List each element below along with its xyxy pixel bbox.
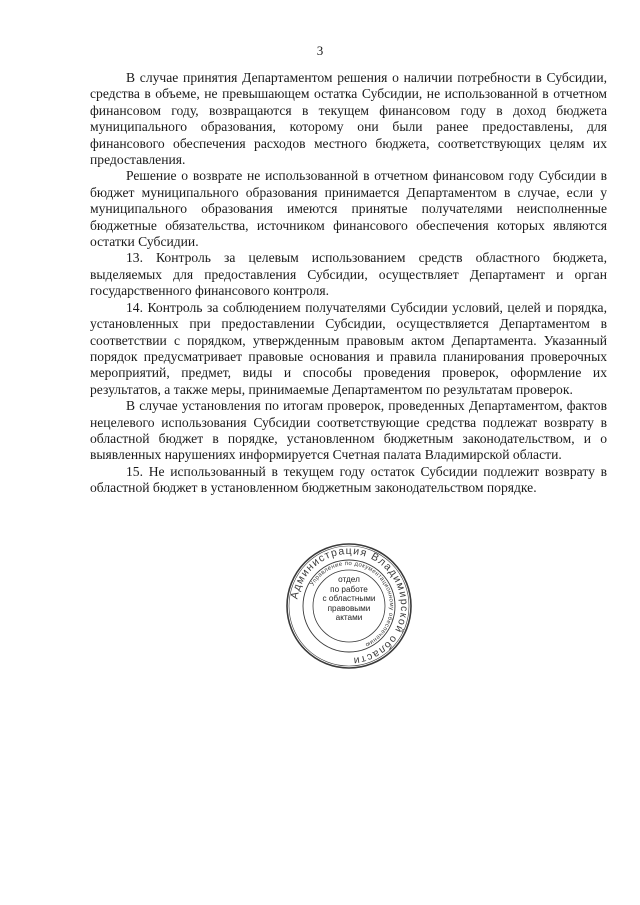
paragraph-item-13: 13. Контроль за целевым использованием средств областного бюджета, выделяемых для предоставления Субсидии, осуществляет Департамент и орган государственного финансового контроля.	[90, 250, 607, 299]
stamp-line: с областными	[322, 594, 376, 604]
official-stamp	[285, 542, 413, 670]
paragraph-violations: В случае установления по итогам проверок, проведенных Департаментом, фактов нецелевого использования Субсидии соответствующие средства подлежат возврату в областной бюджет в порядке, установленном бюджетным законодательством, и о выявленных нарушениях информируется Счетная палата Владимирской области.	[90, 398, 607, 463]
paragraph-return-decision: Решение о возврате не использованной в отчетном финансовом году Субсидии в бюджет муниципального образования принимается Департаментом в случае, если у муниципального образования имеются принятые получателями неисполненные бюджетные обязательства, источником финансового обеспечения которых являются остатки Субсидии.	[90, 168, 607, 250]
stamp-line: актами	[335, 613, 363, 623]
document-body	[90, 70, 607, 497]
stamp-line: отдел	[338, 575, 360, 584]
stamp-center-text	[313, 575, 385, 623]
stamp-inner-text: Управление по документационному обеспечению	[309, 560, 395, 648]
stamp-line: по работе	[330, 584, 368, 594]
stamp-line: правовыми	[327, 603, 371, 613]
paragraph-item-14: 14. Контроль за соблюдением получателями Субсидии условий, целей и порядка, установленных при предоставлении Субсидии, осуществляется Департаментом в соответствии с порядком, утвержденным правовым актом Департамента. Указанный порядок предусматривает правовые основания и правила планирования проверочных мероприятий, предмет, виды и способы проведения проверок, оформление их результатов, а также меры, принимаемые Департаментом по результатам проверок.	[90, 299, 607, 397]
page-number: 3	[316, 43, 324, 58]
stamp-outer-text: Администрация Владимирской области	[288, 544, 411, 667]
paragraph-subsidy-need: В случае принятия Департаментом решения о наличии потребности в Субсидии, средства в объеме, не превышающем остатка Субсидии, не использованной в отчетном финансовом году, возвращаются в текущем финансовом году в доход бюджета муниципального образования, которому они были ранее предоставлены, для финансового обеспечения расходов местного бюджета, соответствующих целям их предоставления.	[90, 70, 607, 168]
paragraph-item-15: 15. Не использованный в текущем году остаток Субсидии подлежит возврату в областной бюджет в установленном бюджетным законодательством порядке.	[90, 463, 607, 496]
